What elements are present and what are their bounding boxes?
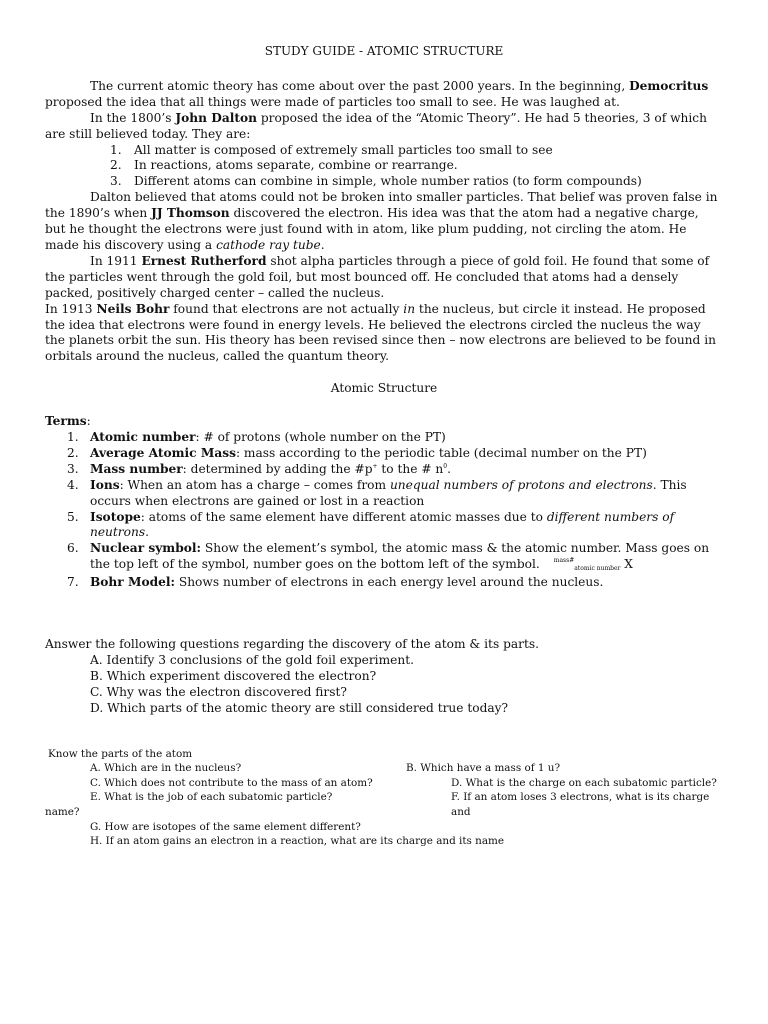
question-item: D. Which parts of the atomic theory are still considered true today? (90, 700, 509, 715)
paragraph-bohr (45, 302, 723, 366)
term-definition: : When an atom has a charge – comes from (119, 477, 390, 492)
list-number: 7. (67, 575, 79, 590)
question-h: H. If an atom gains an electron in a reaction, what are its charge and its name (90, 835, 505, 848)
list-number: 6. (67, 541, 79, 556)
question-b: B. Which have a mass of 1 u? (406, 762, 561, 775)
emphasis: in (403, 301, 416, 316)
term-definition: to the # n (377, 461, 444, 476)
text: discovered the electron. His idea was that the atom had a negative charge, but he thought the electrons were just found with in atom, like plum pudding, not circling the atom. He made his discovery using a (45, 206, 699, 252)
superscript: 0 (443, 462, 448, 470)
document-page (45, 44, 723, 849)
terms-heading (45, 414, 723, 430)
question-a: A. Which are in the nucleus? (90, 762, 242, 775)
name-thomson: JJ Thomson (151, 206, 230, 221)
term-name: Bohr Model: (90, 575, 175, 590)
term-definition: : determined by adding the #p (182, 461, 373, 476)
paragraph-dalton (45, 111, 723, 143)
list-text: All matter is composed of extremely small particles too small to see (134, 142, 553, 157)
name-rutherford: Ernest Rutherford (141, 253, 267, 268)
atom-parts-intro: Know the parts of the atom (48, 747, 193, 760)
parts-row (45, 834, 723, 849)
name-bohr: Neils Bohr (96, 301, 170, 316)
section-title: Atomic Structure (330, 381, 438, 396)
term-item (45, 462, 723, 478)
list-item (110, 158, 723, 174)
term-item (45, 478, 723, 510)
question-item: B. Which experiment discovered the electron? (90, 668, 377, 683)
text: . (320, 237, 325, 252)
terms-heading-text: Terms (45, 414, 87, 429)
superscript: + (372, 462, 378, 470)
term-name: Ions (90, 477, 120, 492)
nuclear-symbol-x: X (624, 557, 633, 572)
text: found that electrons are not actually (169, 301, 404, 316)
emphasis: cathode ray tube (216, 237, 321, 252)
questions-list (45, 653, 723, 717)
term-item (45, 541, 723, 575)
term-definition: Show the element’s symbol, the atomic mass & the atomic number. Mass goes on the top left of the symbol, number goes on the bottom left of the symbol. (90, 541, 710, 572)
question-f-continued: name? (45, 806, 80, 818)
questions-intro: Answer the following questions regarding the discovery of the atom & its parts. (45, 637, 539, 652)
nuclear-symbol-atomic-number: atomic number (574, 565, 621, 573)
term-name: Nuclear symbol: (90, 541, 201, 556)
question-c: C. Which does not contribute to the mass of an atom? (90, 776, 373, 789)
term-definition: Shows number of electrons in each energy level around the nucleus. (174, 575, 604, 590)
term-definition: . (145, 525, 149, 540)
text: proposed the idea of the “Atomic Theory”. He had 5 theories, 3 of which are still believed today. They are: (45, 110, 707, 141)
emphasis: unequal numbers of protons and electrons (389, 477, 653, 492)
term-name: Average Atomic Mass (90, 445, 236, 460)
parts-row (45, 776, 723, 791)
term-definition: . (447, 461, 451, 476)
question-item: A. Identify 3 conclusions of the gold foil experiment. (90, 653, 414, 667)
text: proposed the idea that all things were made of particles too small to see. He was laughed at. (45, 94, 620, 109)
list-text: In reactions, atoms separate, combine or rearrange. (134, 158, 458, 173)
text: : (86, 414, 91, 429)
terms-list (45, 430, 723, 591)
paragraph-democritus (45, 79, 723, 111)
term-name: Atomic number (90, 430, 196, 445)
text: The current atomic theory has come about over the past 2000 years. In the beginning, (90, 78, 630, 93)
emphasis: different numbers of neutrons (90, 509, 675, 540)
paragraph-rutherford (45, 254, 723, 302)
term-definition: : # of protons (whole number on the PT) (195, 430, 446, 445)
list-number: 1. (67, 430, 79, 445)
question-e: E. What is the job of each subatomic particle? (90, 791, 333, 804)
page-title: STUDY GUIDE - ATOMIC STRUCTURE (264, 44, 504, 58)
term-definition: . This occurs when electrons are gained or lost in a reaction (90, 477, 687, 508)
term-name: Isotope (90, 509, 141, 524)
text: shot alpha particles through a piece of gold foil. He found that some of the particles went through the gold foil, but most bounced off. He concluded that atoms had a densely packed, positively charged center – called the nucleus. (45, 253, 710, 300)
list-number: 2. (110, 158, 122, 173)
question-item: C. Why was the electron discovered first? (90, 684, 347, 699)
parts-row (45, 820, 723, 835)
term-definition: : atoms of the same element have different atomic masses due to (140, 509, 547, 524)
text: In 1911 (90, 253, 142, 268)
term-name: Mass number (90, 461, 183, 476)
list-number: 4. (67, 477, 79, 492)
list-number: 2. (67, 445, 79, 460)
text: In 1913 (45, 301, 97, 316)
term-item (45, 446, 723, 462)
list-number: 3. (110, 174, 122, 189)
term-definition: : mass according to the periodic table (decimal number on the PT) (235, 445, 647, 460)
nuclear-symbol-mass: mass# (553, 557, 575, 565)
list-item (110, 174, 723, 190)
list-number: 3. (67, 461, 79, 476)
term-item (45, 575, 723, 591)
question-g: G. How are isotopes of the same element different? (90, 820, 361, 833)
list-item (110, 143, 723, 159)
list-text: Different atoms can combine in simple, whole number ratios (to form compounds) (134, 174, 642, 189)
question-f: F. If an atom loses 3 electrons, what is its charge and (451, 791, 710, 818)
question-d: D. What is the charge on each subatomic particle? (451, 776, 717, 789)
text: In the 1800’s (90, 110, 176, 125)
term-item (45, 430, 723, 446)
text: the nucleus, but circle it instead. He proposed the idea that electrons were found in energy levels. He believed the electrons circled the nucleus the way the planets orbit the sun. His theory has been revised since then – now electrons are believed to be found in orbitals around the nucleus, called the quantum theory. (45, 301, 716, 364)
list-number: 1. (110, 142, 122, 157)
term-item (45, 510, 723, 542)
atom-parts-section (45, 747, 723, 849)
name-dalton: John Dalton (175, 110, 257, 125)
paragraph-thomson (45, 190, 723, 254)
parts-row (45, 761, 723, 776)
text: Dalton believed that atoms could not be broken into smaller particles. That belief was proven false in the 1890’s when (45, 190, 718, 221)
list-number: 5. (67, 509, 79, 524)
name-democritus: Democritus (629, 78, 709, 93)
dalton-theories-list (45, 143, 723, 191)
